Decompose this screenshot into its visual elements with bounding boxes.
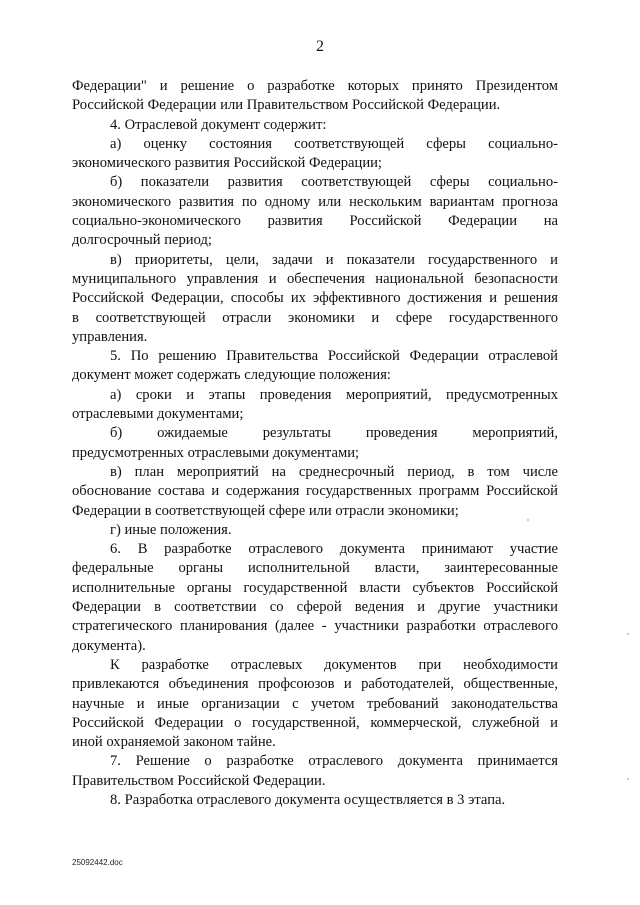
text-line: Федерации в соответствующей сфере или отрасли экономики; bbox=[72, 502, 459, 519]
text-line: 6. В разработке отраслевого документа принимают участие bbox=[110, 541, 558, 558]
text-line: Правительством Российской Федерации. bbox=[72, 772, 326, 789]
scan-speck bbox=[627, 778, 629, 780]
text-line: обоснование состава и содержания государственных программ Российской bbox=[72, 483, 558, 500]
text-line: в) приоритеты, цели, задачи и показатели государственного и bbox=[110, 251, 558, 268]
text-line: предусмотренных отраслевыми документами; bbox=[72, 444, 360, 461]
text-line: экономического развития Российской Федерации; bbox=[72, 155, 382, 172]
text-line: социально-экономического развития Российской Федерации на bbox=[72, 213, 558, 230]
text-line: 7. Решение о разработке отраслевого документа принимается bbox=[110, 753, 558, 770]
text-line: управления. bbox=[72, 328, 148, 345]
text-line: федеральные органы исполнительной власти, заинтересованные bbox=[72, 560, 558, 577]
text-line: 8. Разработка отраслевого документа осуществляется в 3 этапа. bbox=[110, 791, 506, 808]
text-line: б) ожидаемые результаты проведения мероприятий, bbox=[110, 425, 558, 442]
text-line: 5. По решению Правительства Российской Федерации отраслевой bbox=[110, 348, 558, 365]
document-body bbox=[72, 77, 558, 810]
text-line: Федерации" и решение о разработке которых принято Президентом bbox=[72, 78, 558, 94]
text-line: документа). bbox=[72, 637, 146, 654]
text-line: Российской Федерации или Правительством Российской Федерации. bbox=[72, 97, 501, 114]
scan-speck bbox=[527, 519, 529, 521]
text-line: г) иные положения. bbox=[110, 521, 232, 538]
text-line: в) план мероприятий на среднесрочный период, в том числе bbox=[110, 463, 558, 480]
text-line: Российской Федерации о государственной, коммерческой, служебной и bbox=[72, 714, 558, 731]
text-line: а) сроки и этапы проведения мероприятий, предусмотренных bbox=[110, 386, 558, 403]
text-line: б) показатели развития соответствующей сферы социально- bbox=[110, 174, 558, 191]
footer-file-name: 25092442.doc bbox=[72, 858, 123, 867]
text-line: документ может содержать следующие положения: bbox=[72, 367, 391, 384]
text-line: Федерации в соответствии со сферой ведения и другие участники bbox=[72, 599, 558, 616]
text-line: научные и иные организации с учетом требований законодательства bbox=[72, 695, 558, 712]
text-line: Российской Федерации, способы их эффективного достижения и решения bbox=[72, 290, 558, 307]
text-line: иной охраняемой законом тайне. bbox=[72, 734, 276, 751]
scan-speck bbox=[627, 633, 629, 635]
text-line: исполнительные органы государственной власти субъектов Российской bbox=[72, 579, 558, 596]
text-line: отраслевыми документами; bbox=[72, 406, 244, 423]
text-line: муниципального управления и обеспечения национальной безопасности bbox=[72, 270, 558, 287]
text-line: долгосрочный период; bbox=[72, 232, 212, 249]
text-line: экономического развития по одному или нескольким вариантам прогноза bbox=[72, 193, 558, 210]
page-number: 2 bbox=[316, 38, 324, 55]
text-line: К разработке отраслевых документов при необходимости bbox=[110, 656, 558, 673]
text-line: в соответствующей отрасли экономики и сфере государственного bbox=[72, 309, 558, 326]
text-line: привлекаются объединения профсоюзов и работодателей, общественные, bbox=[72, 676, 558, 693]
text-line: стратегического планирования (далее - участники разработки отраслевого bbox=[72, 618, 558, 635]
text-line: а) оценку состояния соответствующей сферы социально- bbox=[110, 135, 558, 152]
text-line: 4. Отраслевой документ содержит: bbox=[110, 116, 327, 133]
